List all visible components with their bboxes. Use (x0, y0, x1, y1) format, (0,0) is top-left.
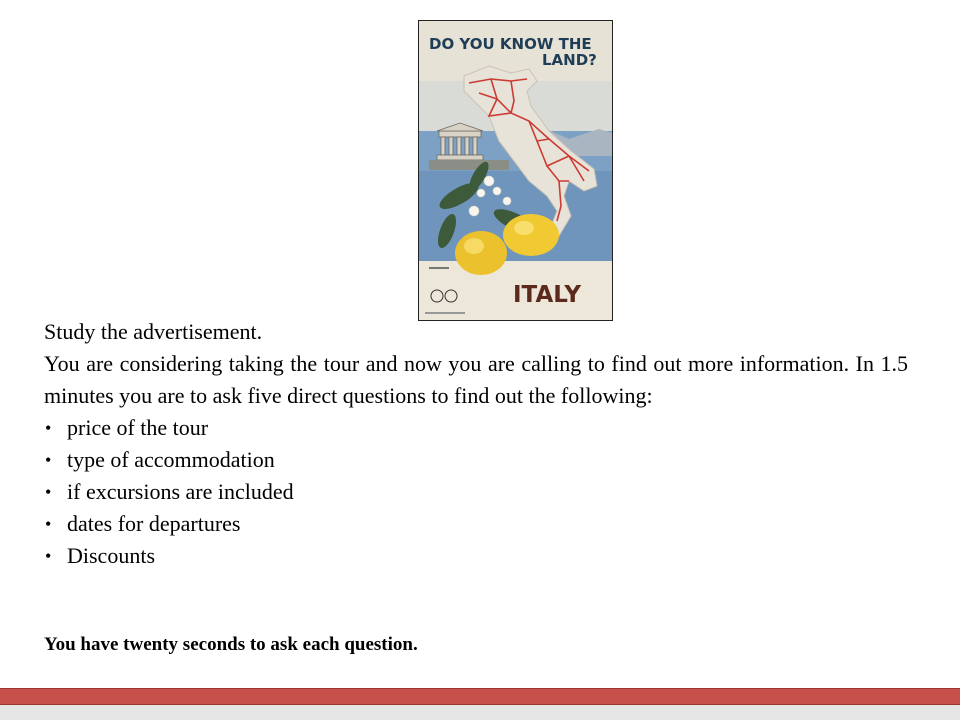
task-text (44, 316, 908, 572)
list-item: • Discounts (44, 540, 908, 572)
poster-country: ITALY (513, 282, 581, 308)
bullet-icon: • (45, 418, 52, 438)
question-topics-list (44, 412, 908, 572)
list-item: • dates for departures (44, 508, 908, 540)
task-instructions: You are considering taking the tour and now you are calling to find out more information. In 1.5 minutes you are to ask five direct questions to find out the following: (44, 351, 908, 408)
list-item: • type of accommodation (44, 444, 908, 476)
bullet-icon: • (45, 514, 52, 534)
footer-bar (0, 688, 960, 705)
bullet-icon: • (45, 482, 52, 502)
list-item: • if excursions are included (44, 476, 908, 508)
task-intro: Study the advertisement. (44, 319, 263, 344)
italy-travel-poster (418, 20, 613, 321)
poster-headline-line2: LAND? (542, 51, 597, 69)
list-item: • price of the tour (44, 412, 908, 444)
footer-base (0, 705, 960, 720)
bullet-icon: • (45, 450, 52, 470)
bullet-icon: • (45, 546, 52, 566)
time-note: You have twenty seconds to ask each question. (44, 634, 418, 655)
poster-headline-line1: DO YOU KNOW THE (429, 35, 592, 53)
